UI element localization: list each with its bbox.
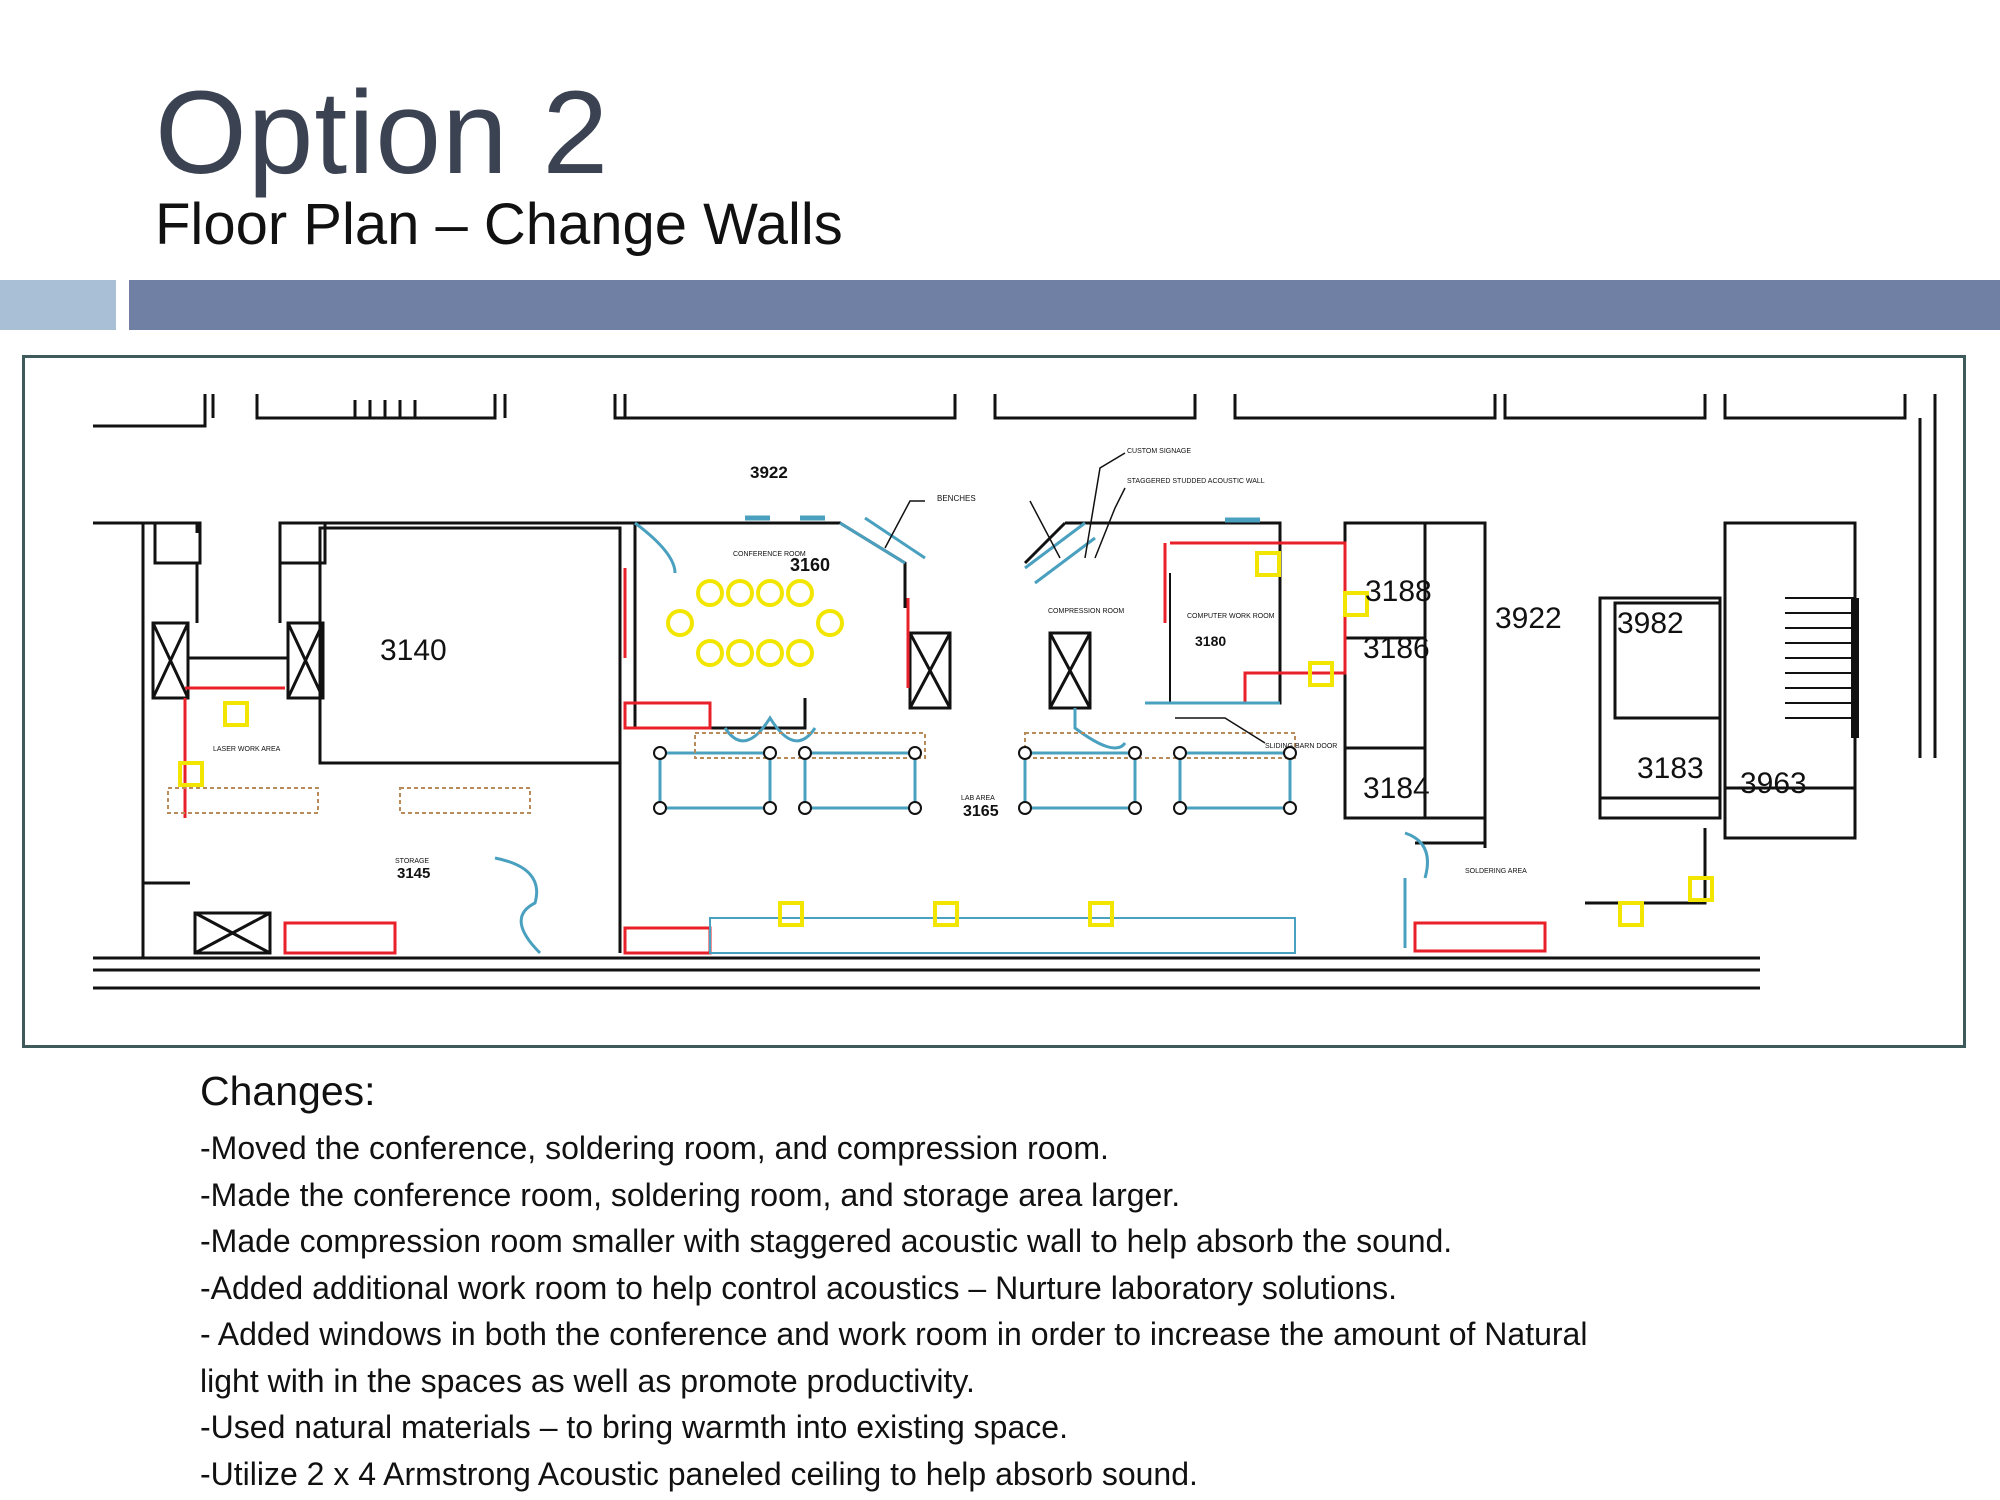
change-item-continuation: light with in the spaces as well as promote productivity. [200, 1362, 975, 1399]
label-benches: BENCHES [937, 494, 976, 503]
label-lab-area: LAB AREA [961, 795, 995, 802]
room-label-3140: 3140 [380, 634, 447, 667]
label-custom-signage: CUSTOM SIGNAGE [1127, 448, 1192, 455]
room-label-3963: 3963 [1740, 767, 1807, 800]
slide-subtitle: Floor Plan – Change Walls [155, 192, 843, 257]
label-computer-work-room: COMPUTER WORK ROOM [1187, 613, 1275, 620]
room-label-3145: 3145 [397, 865, 431, 882]
changes-list [200, 1125, 1900, 1497]
new-walls [185, 543, 1545, 953]
room-label-3180: 3180 [1195, 633, 1227, 649]
floor-plan-drawing [25, 358, 1963, 1045]
room-label-3183: 3183 [1637, 752, 1704, 785]
room-label-3982: 3982 [1617, 607, 1684, 640]
change-item: -Added additional work room to help control acoustics – Nurture laboratory solutions. [200, 1269, 1398, 1306]
header-accent-bar-light [0, 280, 116, 330]
label-soldering-area: SOLDERING AREA [1465, 868, 1527, 875]
label-compression-room: COMPRESSION ROOM [1048, 608, 1125, 615]
label-laser-work-area: LASER WORK AREA [213, 746, 281, 753]
changes-heading: Changes: [200, 1068, 376, 1114]
change-item: - Added windows in both the conference and work room in order to increase the amount of Natural [200, 1316, 1588, 1352]
room-3140-walls [320, 528, 620, 763]
change-item: -Made the conference room, soldering room, and storage area larger. [200, 1176, 1181, 1213]
changes-section [200, 1068, 1900, 1497]
change-item: -Made compression room smaller with staggered acoustic wall to help absorb the sound. [200, 1223, 1453, 1259]
label-staggered-acoustic-wall: STAGGERED STUDDED ACOUSTIC WALL [1127, 478, 1265, 485]
change-item: -Moved the conference, soldering room, and compression room. [200, 1130, 1109, 1166]
room-label-3186: 3186 [1363, 632, 1430, 665]
room-label-3188: 3188 [1365, 575, 1432, 608]
room-label-3922-east: 3922 [1495, 602, 1562, 635]
label-conference-room: CONFERENCE ROOM [733, 551, 806, 558]
label-storage: STORAGE [395, 858, 430, 865]
interior-walls [143, 523, 1855, 958]
label-sliding-barn-door: SLIDING BARN DOOR [1265, 743, 1338, 750]
header-accent-bar [129, 280, 2000, 330]
room-label-3160: 3160 [790, 555, 831, 575]
room-label-3922-corridor: 3922 [750, 463, 788, 482]
exterior-walls [93, 394, 1935, 988]
room-label-3165: 3165 [963, 803, 999, 820]
floor-plan-frame [22, 355, 1966, 1048]
room-label-3184: 3184 [1363, 772, 1430, 805]
change-item: -Utilize 2 x 4 Armstrong Acoustic paneled ceiling to help absorb sound. [200, 1455, 1198, 1492]
slide-title: Option 2 [155, 67, 610, 199]
room-labels [380, 463, 1807, 882]
change-item: -Used natural materials – to bring warmth into existing space. [200, 1409, 1068, 1445]
benches [168, 733, 1295, 813]
